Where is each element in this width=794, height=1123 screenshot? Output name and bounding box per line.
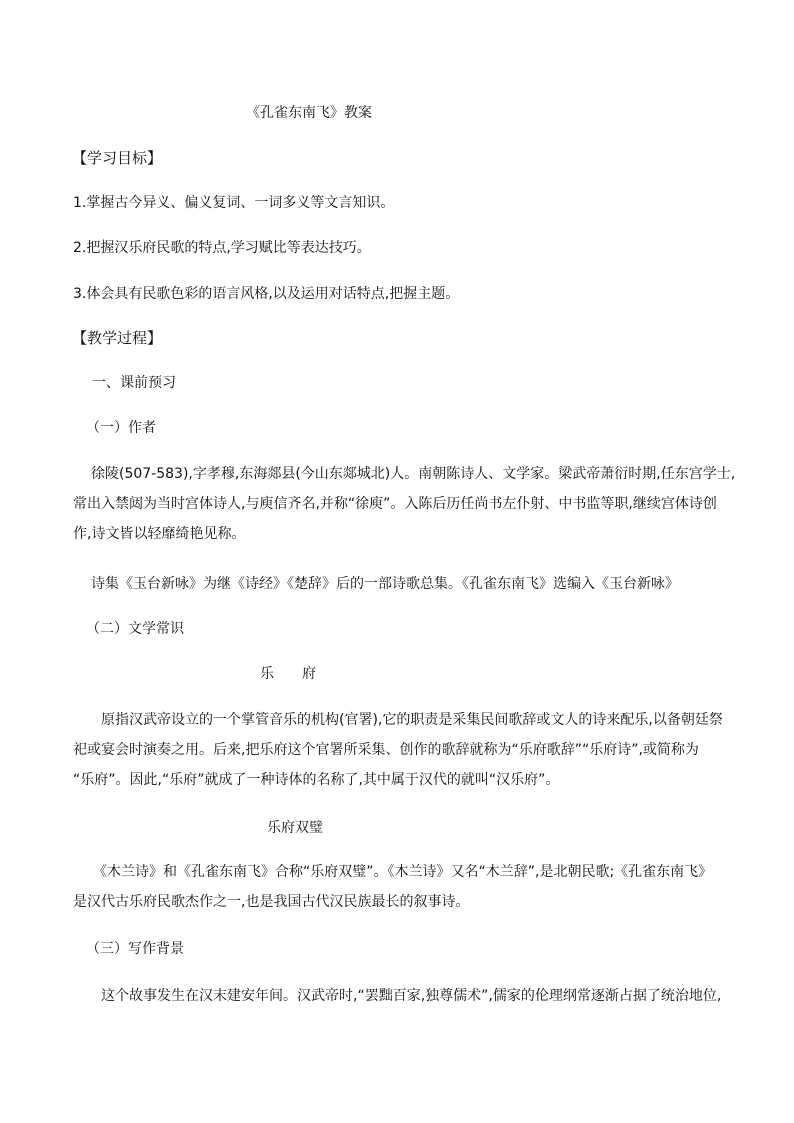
yuefu-paragraph: [73, 705, 733, 795]
shuangbi-title: 乐府双璧: [267, 820, 323, 836]
shuangbi-paragraph: [73, 857, 733, 917]
shuangbi-line-2: 是汉代古乐府民歌杰作之一,也是我国古代汉民族最长的叙事诗。: [73, 894, 470, 910]
anthology-paragraph: 诗集《玉台新咏》为继《诗经》《楚辞》后的一部诗歌总集。《孔雀东南飞》选编入《玉台新咏》: [91, 576, 679, 592]
goal-item-1: 1.掌握古今异义、偏义复词、一词多义等文言知识。: [73, 195, 395, 211]
subheading-background: （三）写作背景: [86, 941, 184, 957]
section-heading-goals: 【学习目标】: [72, 149, 163, 167]
goal-item-2: 2.把握汉乐府民歌的特点,学习赋比等表达技巧。: [73, 240, 371, 256]
author-paragraph: [73, 459, 736, 549]
subheading-literary-knowledge: （二）文学常识: [86, 621, 184, 637]
yuefu-line-3: “乐府”。因此,“乐府”就成了一种诗体的名称了,其中属于汉代的就叫“汉乐府”。: [73, 772, 560, 788]
goal-item-3: 3.体会具有民歌色彩的语言风格,以及运用对话特点,把握主题。: [73, 286, 460, 302]
author-line-1: 徐陵(507-583),字孝穆,东海郯县(今山东郯城北)人。南朝陈诗人、文学家。梁武帝萧衍时期,任东宫学士,: [91, 466, 736, 482]
section-heading-process: 【教学过程】: [72, 329, 163, 347]
yuefu-line-1: 原指汉武帝设立的一个掌管音乐的机构(官署),它的职责是采集民间歌辞或文人的诗来配乐,以备朝廷祭: [101, 712, 723, 728]
shuangbi-line-1: 《木兰诗》和《孔雀东南飞》合称“乐府双璧”。《木兰诗》又名“木兰辞”,是北朝民歌;《孔雀东南飞》: [93, 864, 713, 880]
part-heading-preview: 一、课前预习: [92, 375, 176, 391]
yuefu-line-2: 祀或宴会时演奏之用。后来,把乐府这个官署所采集、创作的歌辞就称为“乐府歌辞”“乐府诗”,或简称为: [73, 742, 699, 758]
author-line-2: 常出入禁闼为当时宫体诗人,与庾信齐名,并称“徐庾”。入陈后历任尚书左仆射、中书监等职,继续宫体诗创: [73, 496, 717, 512]
document-title: 《孔雀东南飞》教案: [246, 105, 372, 121]
yuefu-title: 乐 府: [260, 666, 316, 682]
subheading-author: （一）作者: [86, 420, 156, 436]
background-paragraph: 这个故事发生在汉末建安年间。汉武帝时,“罢黜百家,独尊儒术”,儒家的伦理纲常逐渐占据了统治地位,: [101, 988, 722, 1004]
author-line-3: 作,诗文皆以轻靡绮艳见称。: [73, 526, 246, 542]
